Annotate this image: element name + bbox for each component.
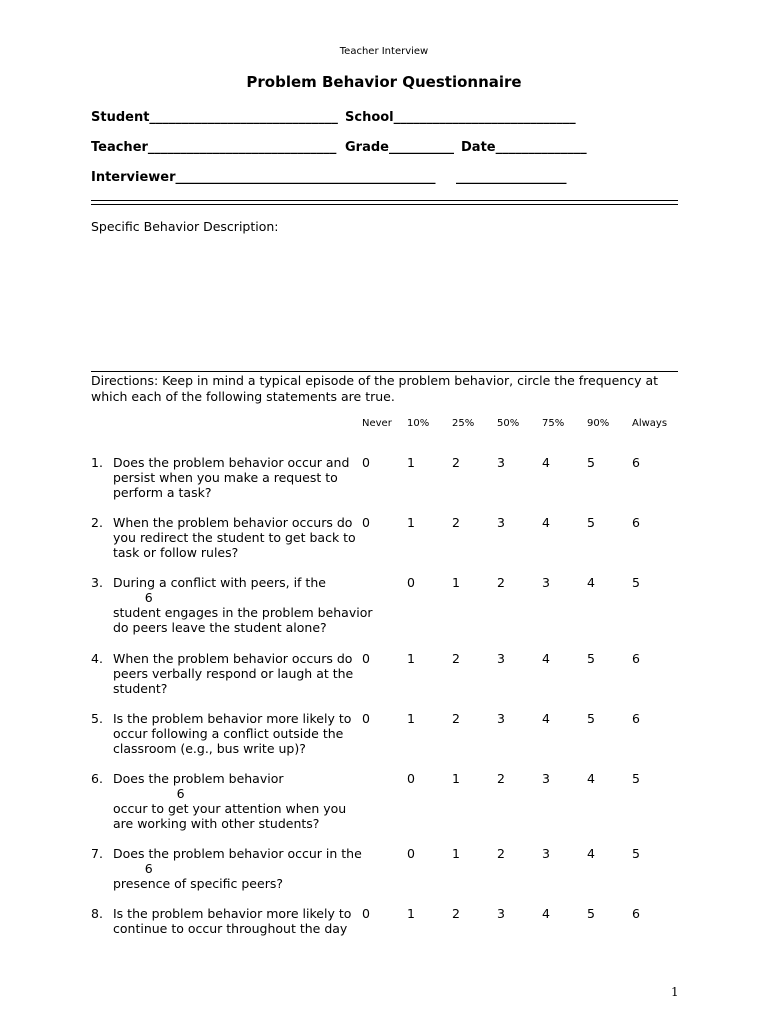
question-text-line: Is the problem behavior more likely to — [113, 711, 352, 726]
interviewer-field[interactable]: Interviewer________________________________________ — [91, 170, 436, 185]
question-text-line: occur following a conflict outside the — [113, 726, 344, 741]
frequency-option[interactable]: 4 — [542, 711, 550, 726]
frequency-option[interactable]: 0 — [407, 846, 415, 861]
question-text-line: Does the problem behavior occur and — [113, 455, 350, 470]
school-field[interactable]: School____________________________ — [345, 110, 576, 125]
frequency-option[interactable]: 5 — [587, 711, 595, 726]
frequency-option[interactable]: 1 — [407, 515, 415, 530]
interviewer-extra-field[interactable]: _________________ — [456, 170, 567, 185]
frequency-option[interactable]: 1 — [407, 455, 415, 470]
question-text-line: 6 — [113, 861, 153, 876]
frequency-option[interactable]: 5 — [587, 906, 595, 921]
question-text-line: continue to occur throughout the day — [113, 921, 348, 936]
frequency-option[interactable]: 6 — [632, 455, 640, 470]
question-text-line: task or follow rules? — [113, 545, 239, 560]
question-text-line: When the problem behavior occurs do — [113, 515, 353, 530]
question-number: 2. — [91, 515, 103, 530]
question-text-line: During a conflict with peers, if the — [113, 575, 326, 590]
frequency-option[interactable]: 3 — [497, 711, 505, 726]
frequency-option[interactable]: 1 — [407, 711, 415, 726]
frequency-option[interactable]: 0 — [362, 515, 370, 530]
question-text-line: perform a task? — [113, 485, 212, 500]
frequency-option[interactable]: 1 — [452, 771, 460, 786]
double-divider — [91, 200, 678, 205]
frequency-option[interactable]: 2 — [452, 711, 460, 726]
frequency-option[interactable]: 6 — [632, 711, 640, 726]
question-text-line: 6 — [113, 590, 153, 605]
question-text-line: are working with other students? — [113, 816, 320, 831]
frequency-option[interactable]: 6 — [632, 651, 640, 666]
behavior-description-line[interactable] — [91, 371, 678, 372]
frequency-option[interactable]: 5 — [632, 846, 640, 861]
question-text-line: Is the problem behavior more likely to — [113, 906, 352, 921]
frequency-option[interactable]: 0 — [362, 651, 370, 666]
frequency-option[interactable]: 3 — [542, 575, 550, 590]
frequency-option[interactable]: 4 — [542, 906, 550, 921]
question-number: 4. — [91, 651, 103, 666]
page-number: 1 — [671, 985, 679, 999]
frequency-option[interactable]: 5 — [587, 651, 595, 666]
frequency-option[interactable]: 6 — [632, 906, 640, 921]
column-header: 75% — [542, 418, 565, 429]
question-text-line: 6 — [113, 786, 185, 801]
question-number: 5. — [91, 711, 103, 726]
frequency-option[interactable]: 2 — [452, 906, 460, 921]
question-text-line: Does the problem behavior occur in the — [113, 846, 362, 861]
frequency-option[interactable]: 5 — [587, 455, 595, 470]
frequency-option[interactable]: 1 — [407, 651, 415, 666]
question-text-line: peers verbally respond or laugh at the — [113, 666, 354, 681]
directions-line-1: Directions: Keep in mind a typical episode of the problem behavior, circle the frequency at — [91, 373, 659, 388]
column-header: 90% — [587, 418, 610, 429]
question-number: 7. — [91, 846, 103, 861]
frequency-option[interactable]: 1 — [452, 846, 460, 861]
frequency-option[interactable]: 0 — [362, 455, 370, 470]
frequency-option[interactable]: 2 — [452, 651, 460, 666]
frequency-option[interactable]: 6 — [632, 515, 640, 530]
question-text-line: persist when you make a request to — [113, 470, 338, 485]
frequency-option[interactable]: 2 — [497, 575, 505, 590]
date-field[interactable]: Date______________ — [461, 140, 587, 155]
frequency-option[interactable]: 4 — [587, 771, 595, 786]
column-header: 10% — [407, 418, 430, 429]
frequency-option[interactable]: 5 — [587, 515, 595, 530]
column-header: 25% — [452, 418, 475, 429]
frequency-option[interactable]: 5 — [632, 771, 640, 786]
question-text-line: student? — [113, 681, 168, 696]
frequency-option[interactable]: 2 — [497, 846, 505, 861]
question-text-line: do peers leave the student alone? — [113, 620, 327, 635]
question-number: 1. — [91, 455, 103, 470]
frequency-option[interactable]: 4 — [587, 846, 595, 861]
question-text-line: student engages in the problem behavior — [113, 605, 373, 620]
frequency-option[interactable]: 4 — [542, 515, 550, 530]
question-number: 3. — [91, 575, 103, 590]
specific-behavior-label: Specific Behavior Description: — [91, 219, 279, 234]
frequency-option[interactable]: 5 — [632, 575, 640, 590]
frequency-option[interactable]: 0 — [407, 771, 415, 786]
question-text-line: classroom (e.g., bus write up)? — [113, 741, 306, 756]
teacher-field[interactable]: Teacher_____________________________ — [91, 140, 337, 155]
question-text-line: When the problem behavior occurs do — [113, 651, 353, 666]
question-text-line: presence of specific peers? — [113, 876, 283, 891]
page-header: Teacher Interview — [339, 46, 429, 57]
frequency-option[interactable]: 4 — [542, 651, 550, 666]
frequency-option[interactable]: 2 — [452, 515, 460, 530]
frequency-option[interactable]: 1 — [452, 575, 460, 590]
frequency-option[interactable]: 0 — [407, 575, 415, 590]
frequency-option[interactable]: 3 — [497, 455, 505, 470]
frequency-option[interactable]: 4 — [542, 455, 550, 470]
question-number: 8. — [91, 906, 103, 921]
frequency-option[interactable]: 3 — [542, 846, 550, 861]
student-field[interactable]: Student_____________________________ — [91, 110, 338, 125]
column-header: Never — [362, 418, 392, 429]
question-text-line: occur to get your attention when you — [113, 801, 347, 816]
column-header: 50% — [497, 418, 520, 429]
frequency-option[interactable]: 3 — [497, 906, 505, 921]
frequency-option[interactable]: 0 — [362, 711, 370, 726]
frequency-option[interactable]: 2 — [497, 771, 505, 786]
question-number: 6. — [91, 771, 103, 786]
grade-field[interactable]: Grade__________ — [345, 140, 454, 155]
frequency-option[interactable]: 1 — [407, 906, 415, 921]
question-text-line: you redirect the student to get back to — [113, 530, 356, 545]
frequency-option[interactable]: 2 — [452, 455, 460, 470]
frequency-option[interactable]: 3 — [542, 771, 550, 786]
frequency-option[interactable]: 3 — [497, 515, 505, 530]
page-title: Problem Behavior Questionnaire — [246, 73, 522, 91]
frequency-option[interactable]: 0 — [362, 906, 370, 921]
directions-line-2: which each of the following statements are true. — [91, 389, 395, 404]
column-header: Always — [632, 418, 668, 429]
question-text-line: Does the problem behavior — [113, 771, 284, 786]
frequency-option[interactable]: 3 — [497, 651, 505, 666]
frequency-option[interactable]: 4 — [587, 575, 595, 590]
